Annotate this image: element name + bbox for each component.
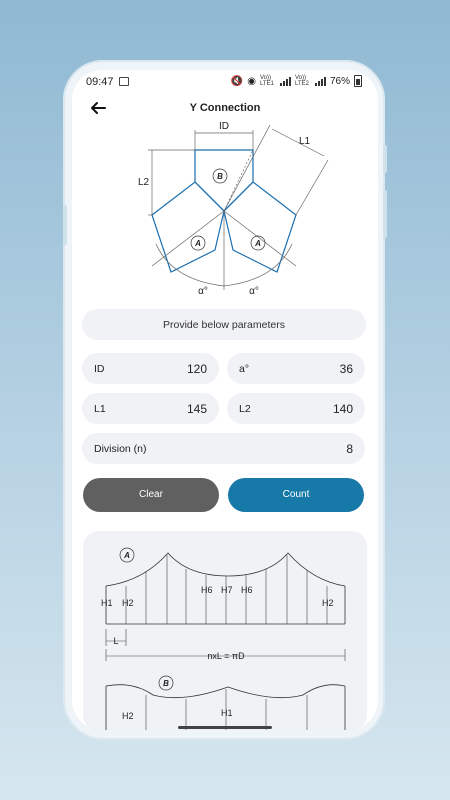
alpha-field[interactable] xyxy=(227,353,365,384)
diagram-id-label: ID xyxy=(219,121,229,132)
gallery-icon xyxy=(119,77,129,86)
pattern-h2-label: H2 xyxy=(122,598,134,608)
pattern-b-label: B xyxy=(163,679,169,688)
l1-field-value[interactable]: 145 xyxy=(186,401,207,416)
signal1-icon xyxy=(280,77,291,86)
app-header xyxy=(72,96,378,120)
count-button[interactable]: Count xyxy=(228,478,364,512)
y-connection-diagram xyxy=(132,120,332,300)
l2-field[interactable] xyxy=(227,393,365,424)
diagram-b-label: B xyxy=(217,172,223,181)
diagram-l1-label: L1 xyxy=(299,136,311,147)
battery-icon xyxy=(354,75,362,87)
mute-icon: 🔇 xyxy=(230,75,244,87)
division-field-label: Division (n) xyxy=(94,442,147,455)
phone-side-button xyxy=(63,205,67,245)
status-icons xyxy=(231,75,362,87)
pattern-h7-label: H7 xyxy=(221,585,233,595)
instruction-text: Provide below parameters xyxy=(163,319,285,331)
cut-pattern-diagram xyxy=(83,531,367,730)
battery-text: 76% xyxy=(329,75,350,87)
signal2-icon xyxy=(315,77,326,86)
id-field[interactable] xyxy=(82,353,219,384)
pattern-b-h2-label: H2 xyxy=(122,711,134,721)
l2-field-value[interactable]: 140 xyxy=(332,401,353,416)
pattern-h6-label: H6 xyxy=(201,585,213,595)
division-field-value[interactable]: 8 xyxy=(346,441,353,456)
alpha-field-label: a° xyxy=(239,362,250,375)
diagram-a-label-right: A xyxy=(255,239,261,248)
pattern-l-label: L xyxy=(113,636,119,646)
home-indicator[interactable] xyxy=(178,726,272,729)
id-field-value[interactable]: 120 xyxy=(186,361,207,376)
alpha-field-value[interactable]: 36 xyxy=(339,361,353,376)
id-field-label: ID xyxy=(94,362,105,375)
pattern-h6-label-2: H6 xyxy=(241,585,253,595)
l1-field-label: L1 xyxy=(94,402,106,415)
status-bar xyxy=(72,70,378,92)
phone-side-button xyxy=(383,145,387,173)
pattern-h2-label-2: H2 xyxy=(322,598,334,608)
pattern-a-label: A xyxy=(124,551,130,560)
app-screen xyxy=(72,70,378,730)
division-field[interactable] xyxy=(82,433,365,464)
pattern-formula: nxL = πD xyxy=(207,651,245,661)
phone-side-button xyxy=(383,190,387,238)
instruction-banner xyxy=(82,309,366,340)
diagram-alpha-label-left: α° xyxy=(198,286,208,297)
l1-field[interactable] xyxy=(82,393,219,424)
diagram-a-label-left: A xyxy=(195,239,201,248)
l2-field-label: L2 xyxy=(239,402,251,415)
clear-button[interactable]: Clear xyxy=(83,478,219,512)
diagram-l2-label: L2 xyxy=(138,177,150,188)
diagram-alpha-label-right: α° xyxy=(249,286,259,297)
volte1-text: Vo)) LTE1 xyxy=(259,75,274,87)
volte2-text: Vo)) LTE2 xyxy=(294,75,309,87)
pattern-h1-label: H1 xyxy=(101,598,113,608)
hotspot-icon: ◉ xyxy=(247,75,256,87)
pattern-b-h1-label: H1 xyxy=(221,708,233,718)
status-time: 09:47 xyxy=(86,76,114,88)
pattern-drawing-panel xyxy=(83,531,367,730)
page-title: Y Connection xyxy=(189,102,261,114)
